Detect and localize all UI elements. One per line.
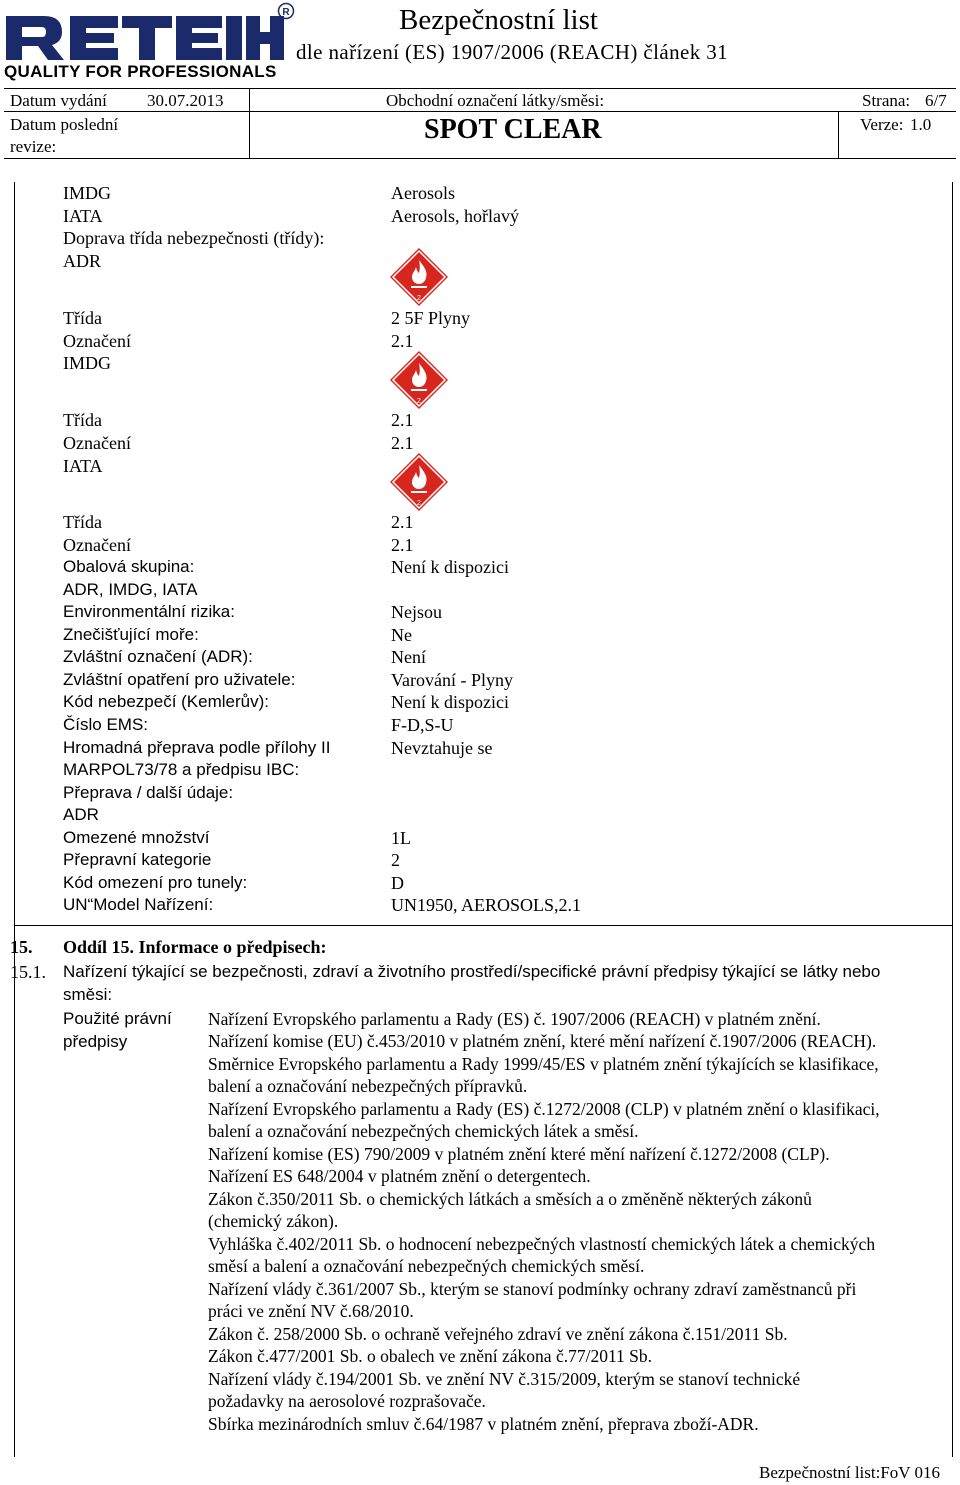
ems-number-value: F-D,S-U <box>391 715 454 735</box>
regulation-line: Nařízení Evropského parlamentu a Rady (ES) č.1272/2008 (CLP) v platném znění o klasifikaci, <box>208 1099 880 1119</box>
regulation-line: Nařízení vlády č.361/2007 Sb., kterým se stanoví podmínky ochrany zdraví zaměstnanců při <box>208 1279 857 1299</box>
un-model-label: UN“Model Nařízení: <box>63 895 214 914</box>
marine-pollutant-label: Znečišťující moře: <box>63 625 199 644</box>
regulation-line: Nařízení Evropského parlamentu a Rady (ES) č. 1907/2006 (REACH) v platném znění. <box>208 1009 821 1029</box>
section-number: 15. <box>10 937 33 957</box>
regulation-line: práci ve znění NV č.68/2010. <box>208 1301 414 1321</box>
iata-marking-value: 2.1 <box>391 535 414 555</box>
issue-date-value: 30.07.2013 <box>147 91 224 110</box>
flammable-gas-pictogram-icon <box>389 247 449 307</box>
page-frame-right <box>952 182 953 1457</box>
imdg-label: IMDG <box>63 183 111 203</box>
section-divider <box>14 925 953 926</box>
document-subtitle: dle nařízení (ES) 1907/2006 (REACH) článek 31 <box>296 40 729 64</box>
user-precautions-label: Zvláštní opatření pro uživatele: <box>63 670 296 689</box>
applied-regulations-label-2: předpisy <box>63 1032 128 1051</box>
imdg-class-label: Třída <box>63 410 102 430</box>
regulation-line: Směrnice Evropského parlamentu a Rady 1999/45/ES v platném znění týkajících se klasifikace, <box>208 1054 879 1074</box>
trade-name-label: Obchodní označení látky/směsi: <box>386 91 605 110</box>
regulation-line: Sbírka mezinárodních smluv č.64/1987 v platném znění, přeprava zboží-ADR. <box>208 1414 759 1434</box>
page-frame-left <box>14 182 15 1457</box>
ems-number-label: Číslo EMS: <box>63 715 149 734</box>
iata-label: IATA <box>63 206 103 226</box>
regulation-line: Zákon č. 258/2000 Sb. o ochraně veřejného zdraví ve znění zákona č.151/2011 Sb. <box>208 1324 788 1344</box>
adr-marking-value: 2.1 <box>391 331 414 351</box>
iata-class-value: 2.1 <box>391 512 414 532</box>
special-marking-label: Zvláštní označení (ADR): <box>63 647 253 666</box>
regulation-line: Nařízení ES 648/2004 v platném znění o detergentech. <box>208 1166 591 1186</box>
iata-heading: IATA <box>63 456 103 476</box>
regulation-line: (chemický zákon). <box>208 1211 339 1231</box>
hazard-class-label: Doprava třída nebezpečnosti (třídy): <box>63 228 325 248</box>
iata-class-label: Třída <box>63 512 102 532</box>
adr-heading: ADR <box>63 251 102 271</box>
limited-quantity-value: 1L <box>391 828 411 848</box>
adr-class-label: Třída <box>63 308 102 328</box>
registered-mark-icon <box>277 2 295 25</box>
limited-quantity-label: Omezené množství <box>63 828 210 847</box>
subsection-text-line-2: směsi: <box>63 985 113 1004</box>
regulation-line: Nařízení vlády č.194/2001 Sb. ve znění NV č.315/2009, kterým se stanoví technické <box>208 1369 801 1389</box>
imdg-marking-value: 2.1 <box>391 433 414 453</box>
kemler-code-label: Kód nebezpečí (Kemlerův): <box>63 692 269 711</box>
regulation-line: Vyhláška č.402/2011 Sb. o hodnocení nebezpečných vlastností chemických látek a chemických <box>208 1234 876 1254</box>
tunnel-code-value: D <box>391 873 404 893</box>
page-number: 6/7 <box>925 91 947 110</box>
regulation-line: balení a označování nebezpečných přípravků. <box>208 1076 528 1096</box>
environmental-hazards-value: Nejsou <box>391 602 442 622</box>
page-label: Strana: <box>862 91 911 110</box>
regulation-line: směsí a balení a označování nebezpečných chemických směsí. <box>208 1256 645 1276</box>
packing-group-label: Obalová skupina: <box>63 557 195 576</box>
kemler-code-value: Není k dispozici <box>391 692 509 712</box>
footer-document-code: Bezpečnostní list:FoV 016 <box>758 1463 940 1482</box>
regulation-line: Zákon č.477/2001 Sb. o obalech ve znění zákona č.77/2011 Sb. <box>208 1346 653 1366</box>
iata-value: Aerosols, hořlavý <box>391 206 519 226</box>
header-divider-left <box>249 88 250 158</box>
revision-date-label-1: Datum poslední <box>10 115 119 134</box>
company-logo <box>4 8 286 69</box>
adr-imdg-iata-heading: ADR, IMDG, IATA <box>63 580 198 599</box>
flammable-gas-pictogram-icon <box>389 452 449 512</box>
flammable-gas-pictogram-icon <box>389 350 449 410</box>
user-precautions-value: Varování - Plyny <box>391 670 513 690</box>
transport-category-label: Přepravní kategorie <box>63 850 212 869</box>
svg-text:2: 2 <box>417 500 421 507</box>
adr-marking-label: Označení <box>63 331 131 351</box>
tunnel-code-label: Kód omezení pro tunely: <box>63 873 248 892</box>
document-title: Bezpečnostní list <box>399 4 598 36</box>
revision-date-label-2: revize: <box>10 137 57 156</box>
special-marking-value: Není <box>391 647 426 667</box>
other-adr-heading: ADR <box>63 805 99 824</box>
subsection-number: 15.1. <box>10 962 46 982</box>
regulation-line: Nařízení komise (EU) č.453/2010 v platném znění, které mění nařízení č.1907/2006 (REACH). <box>208 1031 877 1051</box>
marine-pollutant-value: Ne <box>391 625 412 645</box>
version-label: Verze: <box>860 115 904 134</box>
transport-category-value: 2 <box>391 850 400 870</box>
imdg-heading: IMDG <box>63 353 111 373</box>
header-top-rule <box>4 88 956 89</box>
bulk-transport-value: Nevztahuje se <box>391 738 493 758</box>
imdg-marking-label: Označení <box>63 433 131 453</box>
adr-class-value: 2 5F Plyny <box>391 308 471 328</box>
packing-group-value: Není k dispozici <box>391 557 509 577</box>
product-name: SPOT CLEAR <box>424 114 602 145</box>
bulk-transport-label-2: MARPOL73/78 a předpisu IBC: <box>63 760 300 779</box>
header-mid-rule <box>4 111 956 112</box>
imdg-class-value: 2.1 <box>391 410 414 430</box>
regulation-line: balení a označování nebezpečných chemických látek a směsí. <box>208 1121 639 1141</box>
svg-text:R: R <box>282 7 290 18</box>
regulation-line: Nařízení komise (ES) 790/2009 v platném znění které mění nařízení č.1272/2008 (CLP). <box>208 1144 830 1164</box>
imdg-value: Aerosols <box>391 183 455 203</box>
svg-text:2: 2 <box>417 398 421 405</box>
issue-date-label: Datum vydání <box>10 91 107 110</box>
un-model-value: UN1950, AEROSOLS,2.1 <box>391 895 582 915</box>
logo-tagline: QUALITY FOR PROFESSIONALS <box>4 62 277 81</box>
header-bottom-rule <box>4 158 956 159</box>
version-value: 1.0 <box>910 115 932 134</box>
environmental-hazards-label: Environmentální rizika: <box>63 602 235 621</box>
applied-regulations-label-1: Použité právní <box>63 1009 172 1028</box>
header-divider-right <box>838 111 839 158</box>
regulation-line: požadavky na aerosolové rozprašovače. <box>208 1391 486 1411</box>
subsection-text-line-1: Nařízení týkající se bezpečnosti, zdraví a životního prostředí/specifické právní předpisy týkající se látky nebo <box>63 962 881 981</box>
svg-text:2: 2 <box>417 295 421 302</box>
section-title: Oddíl 15. Informace o předpisech: <box>63 937 327 957</box>
regulation-line: Zákon č.350/2011 Sb. o chemických látkách a směsích a o změněně některých zákonů <box>208 1189 812 1209</box>
other-info-label: Přeprava / další údaje: <box>63 783 234 802</box>
bulk-transport-label-1: Hromadná přeprava podle přílohy II <box>63 738 331 757</box>
iata-marking-label: Označení <box>63 535 131 555</box>
